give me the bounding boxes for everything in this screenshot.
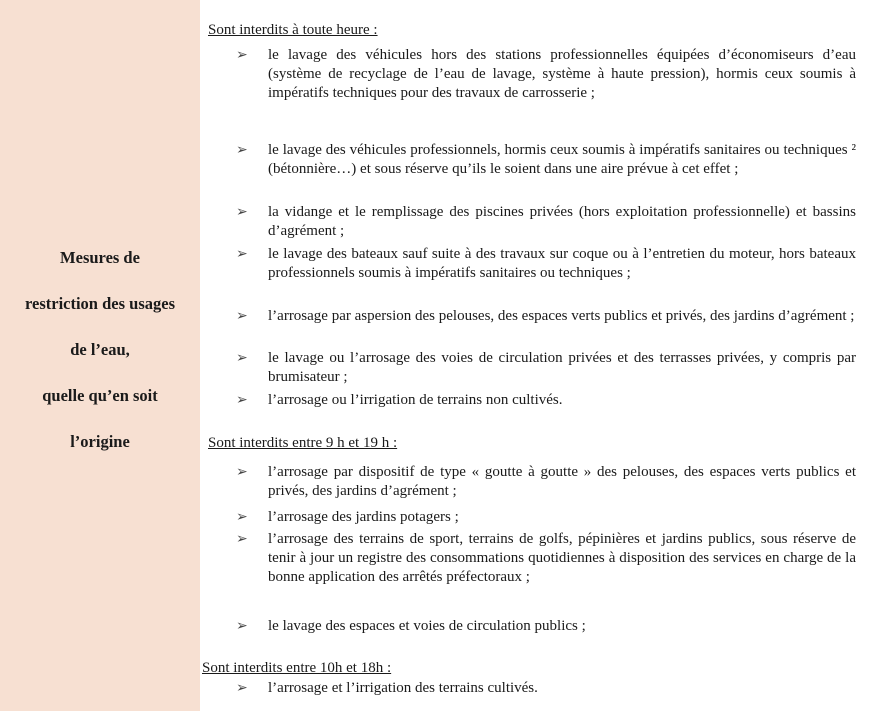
list-item-text: le lavage des véhicules hors des stations professionnelles équipées d’économiseurs d’eau (système de recyclage de l’eau de lavage, système à haute pression), hormis ceux soumis à impératifs techniques pour des travaux de carrosserie ; [268, 47, 856, 101]
list-item [236, 203, 856, 241]
list-item-text: le lavage des véhicules professionnels, hormis ceux soumis à impératifs sanitaires ou techniques ² (bétonnière…) et sous réserve qu’ils le soient dans une aire prévue à cet effet ; [268, 142, 856, 177]
list-item-text: le lavage ou l’arrosage des voies de circulation privées et des terrasses privées, y compris par brumisateur ; [268, 350, 856, 385]
restrictions-cell [202, 0, 878, 711]
section-heading-all-hours: Sont interdits à toute heure : [208, 22, 378, 38]
list-item [236, 141, 856, 179]
arrow-bullet-icon: ➢ [236, 246, 248, 262]
list-item-text: la vidange et le remplissage des piscines privées (hors exploitation professionnelle) et bassins d’agrément ; [268, 204, 856, 239]
list-item-text: l’arrosage des terrains de sport, terrains de golfs, pépinières et jardins publics, sous réserve de tenir à jour un registre des consommations quotidiennes à disposition des services en charge de la bonne application des arrêtés préfectoraux ; [268, 531, 856, 585]
measures-title-line: restriction des usages [24, 294, 175, 313]
measures-title-line: de l’eau, [70, 340, 130, 359]
list-item [236, 530, 856, 587]
list-item [236, 679, 856, 698]
list-item-text: l’arrosage et l’irrigation des terrains cultivés. [268, 680, 538, 696]
list-item-text: le lavage des espaces et voies de circulation publics ; [268, 618, 586, 634]
arrow-bullet-icon: ➢ [236, 204, 248, 220]
arrow-bullet-icon: ➢ [236, 618, 248, 634]
measures-title-line: quelle qu’en soit [42, 386, 158, 405]
list-item [236, 349, 856, 387]
arrow-bullet-icon: ➢ [236, 47, 248, 63]
section-heading-10h-18h: Sont interdits entre 10h et 18h : [202, 660, 392, 676]
list-item-text: l’arrosage par dispositif de type « goutte à goutte » des pelouses, des espaces verts publics et privés, des jardins d’agrément ; [268, 464, 856, 499]
arrow-bullet-icon: ➢ [236, 142, 248, 158]
section-heading-9h-19h: Sont interdits entre 9 h et 19 h : [208, 435, 398, 451]
measures-title-line: Mesures de [60, 248, 140, 267]
arrow-bullet-icon: ➢ [236, 392, 248, 408]
list-item-text: l’arrosage par aspersion des pelouses, des espaces verts publics et privés, des jardins d’agrément ; [268, 308, 855, 324]
arrow-bullet-icon: ➢ [236, 531, 248, 547]
list-item-text: le lavage des bateaux sauf suite à des travaux sur coque ou à l’entretien du moteur, hors bateaux professionnels soumis à impératifs sanitaires ou techniques ; [268, 246, 856, 281]
arrow-bullet-icon: ➢ [236, 308, 248, 324]
arrow-bullet-icon: ➢ [236, 680, 248, 696]
list-item [236, 391, 856, 410]
measures-title-line: l’origine [70, 432, 130, 451]
arrow-bullet-icon: ➢ [236, 464, 248, 480]
list-item-text: l’arrosage des jardins potagers ; [268, 509, 459, 525]
arrow-bullet-icon: ➢ [236, 350, 248, 366]
list-item [236, 463, 856, 501]
list-item-text: l’arrosage ou l’irrigation de terrains non cultivés. [268, 392, 563, 408]
list-item [236, 46, 856, 103]
list-item [236, 245, 856, 283]
left-label-cell [0, 0, 200, 711]
arrow-bullet-icon: ➢ [236, 509, 248, 525]
list-item [236, 307, 856, 326]
list-item [236, 617, 856, 636]
measures-title [0, 235, 200, 465]
list-item [236, 508, 856, 527]
